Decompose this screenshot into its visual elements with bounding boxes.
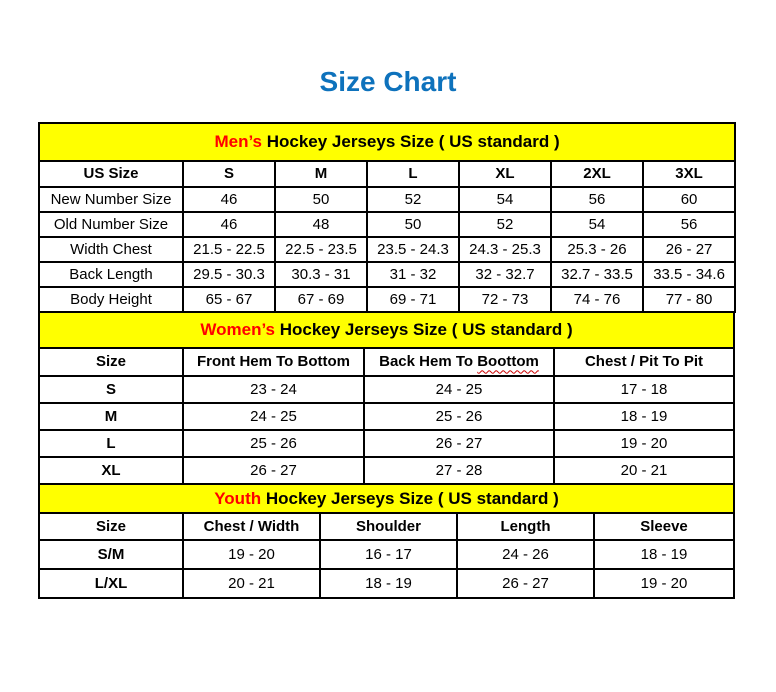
womens-banner-text: Hockey Jerseys Size ( US standard )	[275, 320, 573, 340]
mens-row-label: Body Height	[39, 287, 183, 312]
youth-banner-text: Hockey Jerseys Size ( US standard )	[261, 488, 559, 508]
mens-column-header-5: 2XL	[551, 161, 643, 187]
mens-column-header-2: M	[275, 161, 367, 187]
youth-column-header-0: Size	[39, 513, 183, 540]
youth-value-cell: 19 - 20	[594, 569, 734, 598]
youth-value-cell: 18 - 19	[594, 540, 734, 569]
womens-value-cell: 24 - 25	[364, 376, 554, 403]
womens-value-cell: 23 - 24	[183, 376, 364, 403]
mens-value-cell: 32 - 32.7	[459, 262, 551, 287]
womens-value-cell: 19 - 20	[554, 430, 734, 457]
womens-table-row	[39, 376, 734, 403]
womens-row-label: M	[39, 403, 183, 430]
mens-value-cell: 52	[459, 212, 551, 237]
womens-column-header-1: Front Hem To Bottom	[183, 348, 364, 376]
womens-value-cell: 24 - 25	[183, 403, 364, 430]
mens-row-label: New Number Size	[39, 187, 183, 212]
youth-row-label: S/M	[39, 540, 183, 569]
mens-value-cell: 67 - 69	[275, 287, 367, 312]
mens-value-cell: 69 - 71	[367, 287, 459, 312]
youth-row-label: L/XL	[39, 569, 183, 598]
youth-value-cell: 20 - 21	[183, 569, 320, 598]
mens-banner	[39, 123, 735, 161]
mens-value-cell: 60	[643, 187, 735, 212]
mens-value-cell: 72 - 73	[459, 287, 551, 312]
womens-banner	[39, 312, 734, 348]
mens-value-cell: 32.7 - 33.5	[551, 262, 643, 287]
youth-value-cell: 26 - 27	[457, 569, 594, 598]
mens-column-header-0: US Size	[39, 161, 183, 187]
mens-table-row	[39, 212, 735, 237]
womens-size-table	[38, 311, 735, 485]
youth-size-table	[38, 483, 735, 599]
youth-value-cell: 24 - 26	[457, 540, 594, 569]
womens-column-header-text: Back Hem To	[379, 353, 478, 371]
mens-value-cell: 22.5 - 23.5	[275, 237, 367, 262]
womens-value-cell: 20 - 21	[554, 457, 734, 484]
mens-value-cell: 26 - 27	[643, 237, 735, 262]
youth-value-cell: 16 - 17	[320, 540, 457, 569]
mens-row-label: Old Number Size	[39, 212, 183, 237]
youth-banner-highlight: Youth	[214, 488, 262, 508]
womens-table-row	[39, 457, 734, 484]
mens-value-cell: 74 - 76	[551, 287, 643, 312]
mens-size-table	[38, 122, 736, 313]
youth-column-header-2: Shoulder	[320, 513, 457, 540]
mens-value-cell: 33.5 - 34.6	[643, 262, 735, 287]
misspelled-word: Boottom	[477, 353, 539, 371]
mens-banner-text: Hockey Jerseys Size ( US standard )	[262, 132, 560, 152]
mens-value-cell: 77 - 80	[643, 287, 735, 312]
womens-table-row	[39, 403, 734, 430]
youth-value-cell: 18 - 19	[320, 569, 457, 598]
mens-row-label: Width Chest	[39, 237, 183, 262]
mens-value-cell: 54	[459, 187, 551, 212]
youth-table-row	[39, 540, 734, 569]
mens-value-cell: 56	[551, 187, 643, 212]
mens-value-cell: 46	[183, 187, 275, 212]
mens-value-cell: 46	[183, 212, 275, 237]
womens-value-cell: 25 - 26	[183, 430, 364, 457]
mens-table-row	[39, 287, 735, 312]
mens-table-row	[39, 262, 735, 287]
youth-column-header-1: Chest / Width	[183, 513, 320, 540]
mens-table-row	[39, 237, 735, 262]
womens-value-cell: 25 - 26	[364, 403, 554, 430]
youth-value-cell: 19 - 20	[183, 540, 320, 569]
mens-value-cell: 25.3 - 26	[551, 237, 643, 262]
womens-row-label: XL	[39, 457, 183, 484]
womens-banner-highlight: Women’s	[200, 320, 275, 340]
mens-value-cell: 31 - 32	[367, 262, 459, 287]
youth-banner	[39, 484, 734, 513]
mens-value-cell: 24.3 - 25.3	[459, 237, 551, 262]
mens-value-cell: 29.5 - 30.3	[183, 262, 275, 287]
mens-column-header-4: XL	[459, 161, 551, 187]
mens-value-cell: 50	[275, 187, 367, 212]
womens-column-header-2	[364, 348, 554, 376]
womens-row-label: L	[39, 430, 183, 457]
mens-value-cell: 56	[643, 212, 735, 237]
mens-row-label: Back Length	[39, 262, 183, 287]
mens-value-cell: 65 - 67	[183, 287, 275, 312]
mens-value-cell: 50	[367, 212, 459, 237]
womens-value-cell: 18 - 19	[554, 403, 734, 430]
youth-table-row	[39, 569, 734, 598]
size-chart-tables	[38, 122, 733, 599]
mens-value-cell: 21.5 - 22.5	[183, 237, 275, 262]
womens-row-label: S	[39, 376, 183, 403]
womens-column-header-0: Size	[39, 348, 183, 376]
mens-banner-highlight: Men’s	[214, 132, 262, 152]
mens-column-header-3: L	[367, 161, 459, 187]
mens-value-cell: 30.3 - 31	[275, 262, 367, 287]
mens-value-cell: 23.5 - 24.3	[367, 237, 459, 262]
page-title: Size Chart	[319, 66, 457, 97]
womens-value-cell: 17 - 18	[554, 376, 734, 403]
mens-value-cell: 54	[551, 212, 643, 237]
youth-column-header-4: Sleeve	[594, 513, 734, 540]
womens-table-row	[39, 430, 734, 457]
mens-value-cell: 52	[367, 187, 459, 212]
womens-value-cell: 26 - 27	[364, 430, 554, 457]
mens-value-cell: 48	[275, 212, 367, 237]
mens-column-header-1: S	[183, 161, 275, 187]
mens-table-row	[39, 187, 735, 212]
womens-value-cell: 27 - 28	[364, 457, 554, 484]
womens-column-header-3: Chest / Pit To Pit	[554, 348, 734, 376]
mens-column-header-6: 3XL	[643, 161, 735, 187]
youth-column-header-3: Length	[457, 513, 594, 540]
womens-value-cell: 26 - 27	[183, 457, 364, 484]
